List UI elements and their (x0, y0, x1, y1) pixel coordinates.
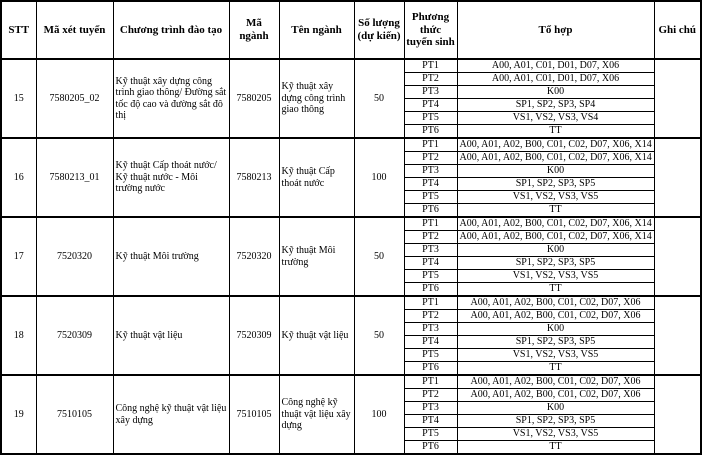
cell-phuong-thuc: PT5 (404, 191, 457, 204)
cell-stt: 19 (1, 375, 36, 454)
cell-phuong-thuc: PT2 (404, 152, 457, 165)
cell-ten-nganh: Kỹ thuật vật liệu (279, 296, 354, 375)
cell-phuong-thuc: PT3 (404, 323, 457, 336)
cell-phuong-thuc: PT2 (404, 389, 457, 402)
cell-phuong-thuc: PT5 (404, 428, 457, 441)
cell-phuong-thuc: PT1 (404, 217, 457, 231)
cell-to-hop: A00, A01, C01, D01, D07, X06 (457, 73, 654, 86)
cell-phuong-thuc: PT3 (404, 165, 457, 178)
cell-ghi-chu (654, 59, 701, 138)
cell-to-hop: SP1, SP2, SP3, SP4 (457, 99, 654, 112)
cell-phuong-thuc: PT3 (404, 244, 457, 257)
cell-to-hop: VS1, VS2, VS3, VS5 (457, 191, 654, 204)
cell-stt: 16 (1, 138, 36, 217)
cell-to-hop: A00, A01, A02, B00, C01, C02, D07, X06 (457, 296, 654, 310)
column-header-ma_nganh: Mã ngành (229, 1, 279, 59)
cell-phuong-thuc: PT4 (404, 415, 457, 428)
cell-ma-xet-tuyen: 7520309 (36, 296, 113, 375)
cell-phuong-thuc: PT6 (404, 362, 457, 376)
cell-so-luong: 50 (354, 59, 404, 138)
cell-ghi-chu (654, 375, 701, 454)
column-header-phuong_thuc: Phương thức tuyển sinh (404, 1, 457, 59)
header-row (1, 1, 701, 59)
cell-phuong-thuc: PT5 (404, 270, 457, 283)
cell-to-hop: K00 (457, 86, 654, 99)
cell-so-luong: 100 (354, 138, 404, 217)
cell-phuong-thuc: PT6 (404, 441, 457, 455)
cell-phuong-thuc: PT1 (404, 375, 457, 389)
cell-to-hop: TT (457, 125, 654, 139)
cell-ten-nganh: Kỹ thuật xây dựng công trình giao thông (279, 59, 354, 138)
cell-ten-nganh: Công nghệ kỹ thuật vật liệu xây dựng (279, 375, 354, 454)
cell-ghi-chu (654, 296, 701, 375)
cell-to-hop: VS1, VS2, VS3, VS4 (457, 112, 654, 125)
column-header-to_hop: Tổ hợp (457, 1, 654, 59)
cell-phuong-thuc: PT4 (404, 178, 457, 191)
cell-phuong-thuc: PT6 (404, 125, 457, 139)
cell-stt: 17 (1, 217, 36, 296)
cell-to-hop: A00, A01, C01, D01, D07, X06 (457, 59, 654, 73)
table-row-group (1, 138, 701, 152)
cell-to-hop: SP1, SP2, SP3, SP5 (457, 178, 654, 191)
cell-phuong-thuc: PT3 (404, 402, 457, 415)
cell-phuong-thuc: PT2 (404, 231, 457, 244)
cell-to-hop: VS1, VS2, VS3, VS5 (457, 428, 654, 441)
table-row-group (1, 375, 701, 389)
cell-ma-xet-tuyen: 7580213_01 (36, 138, 113, 217)
cell-to-hop: A00, A01, A02, B00, C01, C02, D07, X06 (457, 310, 654, 323)
column-header-so_luong: Số lượng (dự kiến) (354, 1, 404, 59)
cell-to-hop: K00 (457, 402, 654, 415)
cell-stt: 18 (1, 296, 36, 375)
table-header (1, 1, 701, 59)
column-header-ghi_chu: Ghi chú (654, 1, 701, 59)
cell-phuong-thuc: PT6 (404, 204, 457, 218)
table-row-group (1, 59, 701, 73)
cell-ma-nganh: 7580205 (229, 59, 279, 138)
cell-phuong-thuc: PT5 (404, 349, 457, 362)
cell-chuong-trinh-dao-tao: Kỹ thuật Môi trường (113, 217, 229, 296)
cell-to-hop: SP1, SP2, SP3, SP5 (457, 336, 654, 349)
cell-ghi-chu (654, 138, 701, 217)
cell-ma-nganh: 7580213 (229, 138, 279, 217)
cell-to-hop: SP1, SP2, SP3, SP5 (457, 415, 654, 428)
cell-to-hop: TT (457, 283, 654, 297)
cell-ma-nganh: 7520320 (229, 217, 279, 296)
cell-ma-xet-tuyen: 7510105 (36, 375, 113, 454)
cell-phuong-thuc: PT6 (404, 283, 457, 297)
cell-to-hop: TT (457, 441, 654, 455)
cell-to-hop: A00, A01, A02, B00, C01, C02, D07, X06, X14 (457, 217, 654, 231)
cell-phuong-thuc: PT4 (404, 257, 457, 270)
cell-to-hop: A00, A01, A02, B00, C01, C02, D07, X06, X14 (457, 231, 654, 244)
cell-to-hop: SP1, SP2, SP3, SP5 (457, 257, 654, 270)
cell-phuong-thuc: PT1 (404, 138, 457, 152)
column-header-stt: STT (1, 1, 36, 59)
cell-ma-xet-tuyen: 7520320 (36, 217, 113, 296)
cell-to-hop: A00, A01, A02, B00, C01, C02, D07, X06 (457, 375, 654, 389)
cell-stt: 15 (1, 59, 36, 138)
table-row-group (1, 296, 701, 310)
cell-to-hop: K00 (457, 323, 654, 336)
cell-chuong-trinh-dao-tao: Kỹ thuật Cấp thoát nước/ Kỹ thuật nước - Môi trường nước (113, 138, 229, 217)
cell-to-hop: A00, A01, A02, B00, C01, C02, D07, X06, X14 (457, 152, 654, 165)
cell-to-hop: A00, A01, A02, B00, C01, C02, D07, X06 (457, 389, 654, 402)
cell-chuong-trinh-dao-tao: Kỹ thuật vật liệu (113, 296, 229, 375)
cell-to-hop: TT (457, 204, 654, 218)
cell-ghi-chu (654, 217, 701, 296)
cell-phuong-thuc: PT2 (404, 73, 457, 86)
cell-chuong-trinh-dao-tao: Kỹ thuật xây dựng công trình giao thông/ Đường sắt tốc độ cao và đường sắt đô thị (113, 59, 229, 138)
cell-phuong-thuc: PT5 (404, 112, 457, 125)
column-header-ma_xet_tuyen: Mã xét tuyển (36, 1, 113, 59)
cell-chuong-trinh-dao-tao: Công nghệ kỹ thuật vật liệu xây dựng (113, 375, 229, 454)
column-header-chuong_trinh: Chương trình đào tạo (113, 1, 229, 59)
cell-to-hop: K00 (457, 244, 654, 257)
cell-to-hop: A00, A01, A02, B00, C01, C02, D07, X06, X14 (457, 138, 654, 152)
cell-to-hop: K00 (457, 165, 654, 178)
cell-so-luong: 50 (354, 296, 404, 375)
cell-so-luong: 50 (354, 217, 404, 296)
cell-ten-nganh: Kỹ thuật Cấp thoát nước (279, 138, 354, 217)
cell-so-luong: 100 (354, 375, 404, 454)
cell-phuong-thuc: PT4 (404, 336, 457, 349)
cell-ma-nganh: 7520309 (229, 296, 279, 375)
cell-phuong-thuc: PT3 (404, 86, 457, 99)
cell-ten-nganh: Kỹ thuật Môi trường (279, 217, 354, 296)
cell-phuong-thuc: PT2 (404, 310, 457, 323)
table-row-group (1, 217, 701, 231)
cell-ma-xet-tuyen: 7580205_02 (36, 59, 113, 138)
cell-phuong-thuc: PT1 (404, 59, 457, 73)
cell-to-hop: VS1, VS2, VS3, VS5 (457, 270, 654, 283)
cell-phuong-thuc: PT1 (404, 296, 457, 310)
cell-phuong-thuc: PT4 (404, 99, 457, 112)
cell-to-hop: TT (457, 362, 654, 376)
cell-ma-nganh: 7510105 (229, 375, 279, 454)
column-header-ten_nganh: Tên ngành (279, 1, 354, 59)
cell-to-hop: VS1, VS2, VS3, VS5 (457, 349, 654, 362)
